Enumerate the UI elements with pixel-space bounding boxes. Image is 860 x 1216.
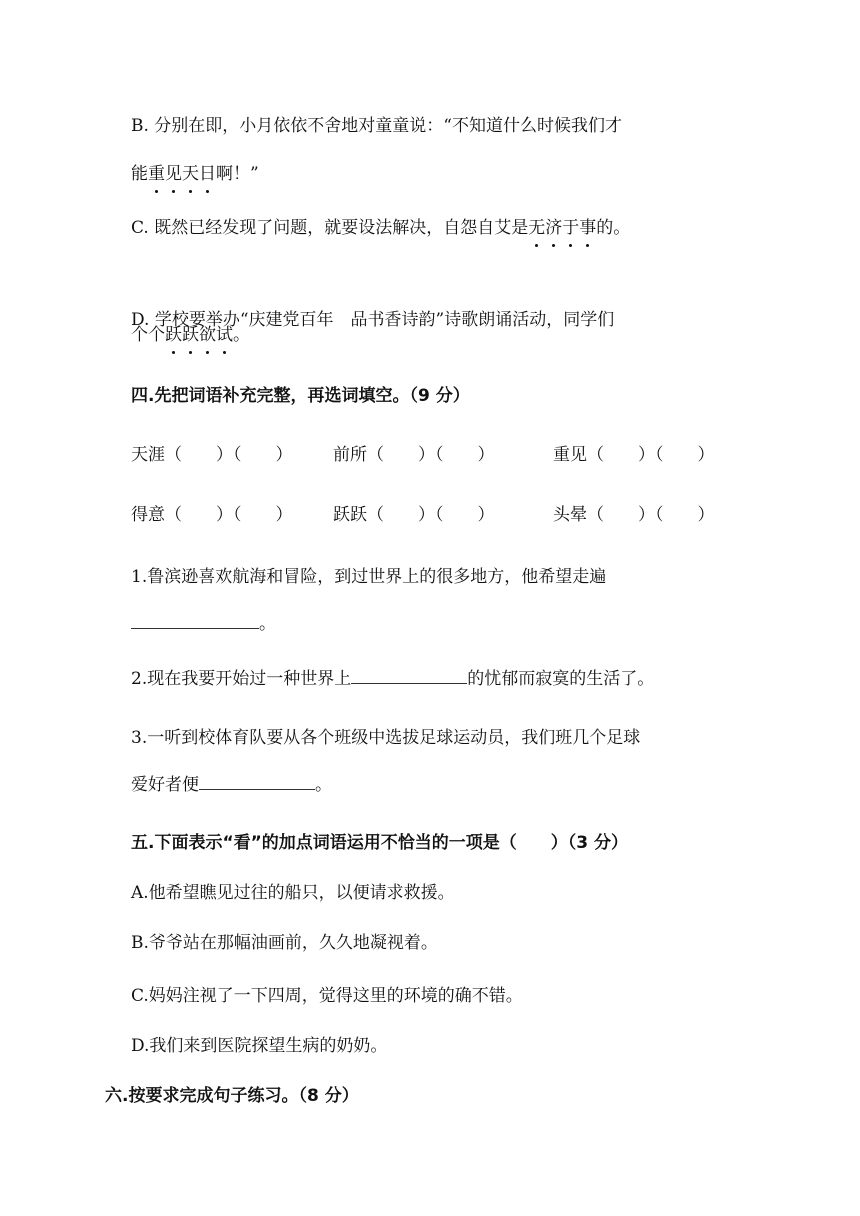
- dotted-char: 欲: [199, 321, 216, 349]
- option-c: C. 既然已经发现了问题，就要设法解决，自怨自艾是无济于事的。: [131, 214, 630, 242]
- option-b-line2: 能重见天日啊！”: [131, 160, 259, 188]
- fill-blank[interactable]: [199, 773, 315, 790]
- section5-option-c: C.妈妈注视了一下四周，觉得这里的环境的确不错。: [131, 986, 523, 1006]
- section5-option-b: B.爷爷站在那幅油画前，久久地凝视着。: [131, 933, 438, 953]
- dotted-char: 见: [165, 160, 182, 188]
- section6-heading: 六.按要求完成句子练习。（8 分）: [105, 1086, 359, 1106]
- word-item: 前所（ ）（ ）: [333, 445, 495, 465]
- dotted-char: 试: [216, 321, 233, 349]
- option-d-line2: 个个跃跃欲试。: [131, 321, 250, 349]
- dotted-char: 跃: [182, 321, 199, 349]
- dotted-char: 于: [562, 214, 579, 242]
- dotted-char: 天: [182, 160, 199, 188]
- question-2: 2.现在我要开始过一种世界上 的忧郁而寂寞的生活了。: [131, 669, 655, 689]
- option-d-line1: D. 学校要举办“庆建党百年 品书香诗韵”诗歌朗诵活动，同学们: [131, 310, 615, 330]
- section4-heading: 四.先把词语补充完整，再选词填空。（9 分）: [131, 386, 470, 406]
- section5-option-d: D.我们来到医院探望生病的奶奶。: [131, 1036, 388, 1056]
- dotted-char: 重: [148, 160, 165, 188]
- fill-blank[interactable]: [351, 667, 467, 684]
- section5-option-a: A.他希望瞧见过往的船只，以便请求救援。: [131, 883, 455, 903]
- section5-heading: 五.下面表示“看”的加点词语运用不恰当的一项是（ ）（3 分）: [131, 833, 629, 853]
- word-item: 重见（ ）（ ）: [553, 445, 715, 465]
- option-b-line1: B. 分别在即，小月依依不舍地对童童说：“不知道什么时候我们才: [131, 116, 622, 136]
- dotted-char: 事: [579, 214, 596, 242]
- word-item: 头晕（ ）（ ）: [553, 505, 715, 525]
- word-item: 天涯（ ）（ ）: [131, 445, 293, 465]
- question-1-line1: 1.鲁滨逊喜欢航海和冒险，到过世界上的很多地方，他希望走遍: [131, 567, 607, 587]
- word-item: 跃跃（ ）（ ）: [333, 505, 495, 525]
- dotted-char: 跃: [165, 321, 182, 349]
- fill-blank[interactable]: [131, 612, 259, 629]
- word-item: 得意（ ）（ ）: [131, 505, 293, 525]
- dotted-char: 济: [545, 214, 562, 242]
- question-1-line2: 。: [131, 610, 276, 638]
- question-3-line2: 爱好者便 。: [131, 775, 332, 795]
- dotted-char: 无: [528, 214, 545, 242]
- question-3-line1: 3.一听到校体育队要从各个班级中选拔足球运动员，我们班几个足球: [131, 728, 641, 748]
- dotted-char: 日: [199, 160, 216, 188]
